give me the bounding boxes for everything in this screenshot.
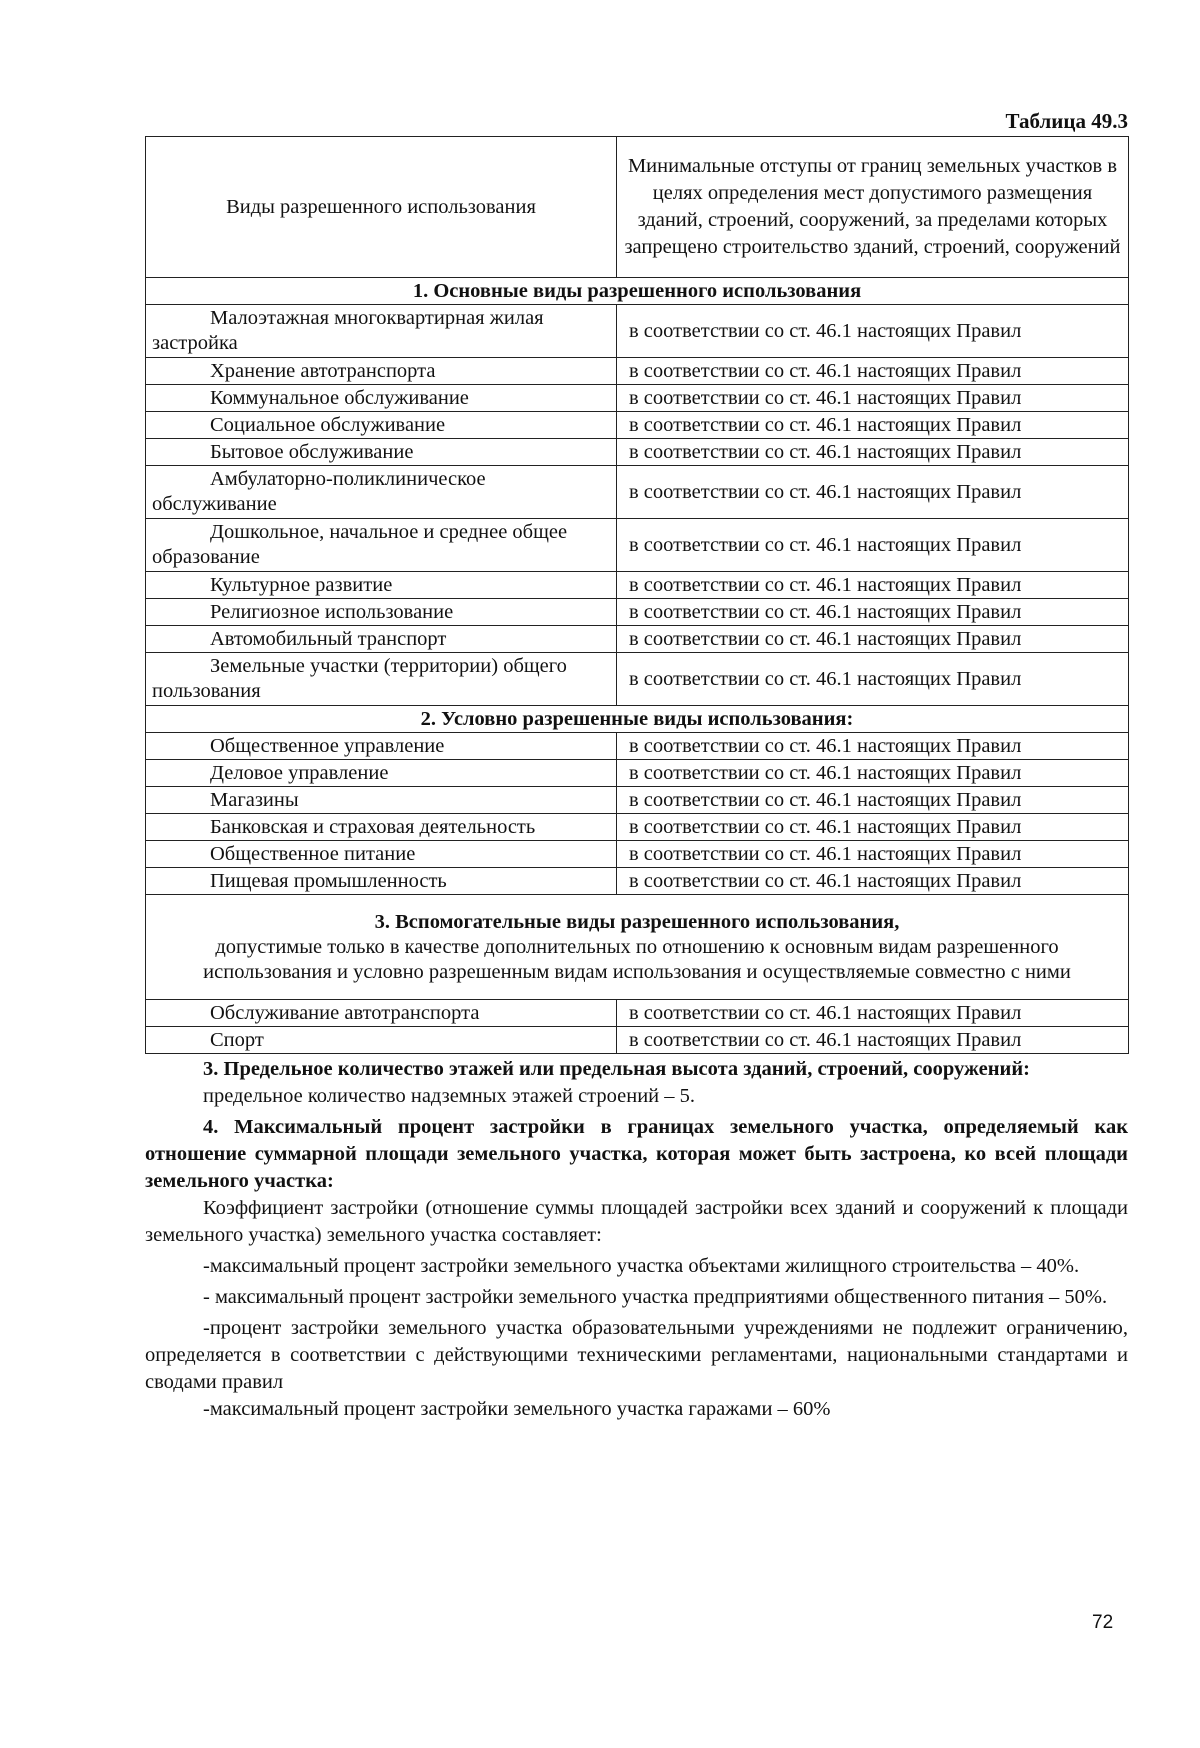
use-kind-cell: Общественное управление — [146, 733, 617, 760]
use-kind-cell: Культурное развитие — [146, 572, 617, 599]
setback-cell: в соответствии со ст. 46.1 настоящих Правил — [617, 841, 1129, 868]
use-kind-cell: Бытовое обслуживание — [146, 439, 617, 466]
section-1-row — [146, 278, 1129, 305]
paragraph-garages: -максимальный процент застройки земельного участка гаражами – 60% — [203, 1398, 831, 1420]
setback-cell: в соответствии со ст. 46.1 настоящих Правил — [617, 626, 1129, 653]
setback-cell: в соответствии со ст. 46.1 настоящих Правил — [617, 868, 1129, 895]
table-row — [146, 733, 1129, 760]
setback-cell: в соответствии со ст. 46.1 настоящих Правил — [617, 814, 1129, 841]
page-number: 72 — [1092, 1612, 1114, 1633]
setback-cell: в соответствии со ст. 46.1 настоящих Правил — [617, 599, 1129, 626]
use-kind-cell: Коммунальное обслуживание — [146, 385, 617, 412]
use-kind-cell: Малоэтажная многоквартирная жилая застройка — [146, 305, 617, 358]
table-row — [146, 760, 1129, 787]
heading-floors: 3. Предельное количество этажей или предельная высота зданий, строений, сооружений: — [203, 1058, 1030, 1080]
paragraph-coefficient: Коэффициент застройки (отношение суммы площадей застройки всех зданий и сооружений к площади земельного участка) земельного участка составляет: — [145, 1197, 1128, 1246]
table-row — [146, 599, 1129, 626]
setback-cell: в соответствии со ст. 46.1 настоящих Правил — [617, 1027, 1129, 1054]
setback-cell: в соответствии со ст. 46.1 настоящих Правил — [617, 519, 1129, 572]
body-text — [145, 1056, 1128, 1423]
use-kind-cell: Спорт — [146, 1027, 617, 1054]
table-title: Таблица 49.3 — [1005, 109, 1128, 133]
section-2-title: 2. Условно разрешенные виды использования: — [146, 706, 1129, 733]
section-1-title: 1. Основные виды разрешенного использования — [146, 278, 1129, 305]
setback-cell: в соответствии со ст. 46.1 настоящих Правил — [617, 787, 1129, 814]
table-header-row — [146, 137, 1129, 278]
setback-cell: в соответствии со ст. 46.1 настоящих Правил — [617, 760, 1129, 787]
setback-cell: в соответствии со ст. 46.1 настоящих Правил — [617, 1000, 1129, 1027]
header-col-kinds: Виды разрешенного использования — [146, 137, 617, 278]
use-kind-cell: Деловое управление — [146, 760, 617, 787]
paragraph-catering: - максимальный процент застройки земельного участка предприятиями общественного питания – 50%. — [203, 1286, 1108, 1308]
section-2-row — [146, 706, 1129, 733]
section-3-subtitle: допустимые только в качестве дополнительных по отношению к основным видам разрешенного использования и условно разрешенным видам использования и осуществляемые совместно с ними — [203, 935, 1071, 983]
table-row — [146, 841, 1129, 868]
table-row — [146, 814, 1129, 841]
table-row — [146, 305, 1129, 358]
table-row — [146, 385, 1129, 412]
use-kind-cell: Банковская и страховая деятельность — [146, 814, 617, 841]
table-row — [146, 519, 1129, 572]
table-row — [146, 1000, 1129, 1027]
use-kind-cell: Социальное обслуживание — [146, 412, 617, 439]
use-kind-cell: Земельные участки (территории) общего пользования — [146, 653, 617, 706]
section-3-title: 3. Вспомогательные виды разрешенного использования, — [374, 910, 900, 933]
heading-coverage: 4. Максимальный процент застройки в границах земельного участка, определяемый как отношение суммарной площади земельного участка, которая может быть застроена, ко всей площади земельного участка: — [145, 1116, 1128, 1192]
setback-cell: в соответствии со ст. 46.1 настоящих Правил — [617, 358, 1129, 385]
table-row — [146, 466, 1129, 519]
table-row — [146, 1027, 1129, 1054]
setback-cell: в соответствии со ст. 46.1 настоящих Правил — [617, 385, 1129, 412]
section-3-row — [146, 895, 1129, 1000]
setback-cell: в соответствии со ст. 46.1 настоящих Правил — [617, 412, 1129, 439]
use-kind-cell: Религиозное использование — [146, 599, 617, 626]
setback-cell: в соответствии со ст. 46.1 настоящих Правил — [617, 466, 1129, 519]
paragraph-floors: предельное количество надземных этажей строений – 5. — [203, 1085, 696, 1107]
use-kind-cell: Магазины — [146, 787, 617, 814]
use-kind-cell: Амбулаторно-поликлиническое обслуживание — [146, 466, 617, 519]
table-row — [146, 787, 1129, 814]
use-kind-cell: Дошкольное, начальное и среднее общее образование — [146, 519, 617, 572]
setback-cell: в соответствии со ст. 46.1 настоящих Правил — [617, 653, 1129, 706]
table-row — [146, 439, 1129, 466]
header-col-setbacks: Минимальные отступы от границ земельных участков в целях определения мест допустимого размещения зданий, строений, сооружений, за пределами которых запрещено строительство зданий, строений, сооружений — [617, 137, 1129, 278]
document-page — [145, 108, 1128, 1423]
table-row — [146, 626, 1129, 653]
table-row — [146, 868, 1129, 895]
table-row — [146, 572, 1129, 599]
table-row — [146, 653, 1129, 706]
use-kind-cell: Хранение автотранспорта — [146, 358, 617, 385]
paragraph-residential: -максимальный процент застройки земельного участка объектами жилищного строительства – 40%. — [203, 1255, 1080, 1277]
land-use-table — [145, 136, 1129, 1054]
use-kind-cell: Общественное питание — [146, 841, 617, 868]
section-3-cell — [146, 895, 1129, 1000]
use-kind-cell: Автомобильный транспорт — [146, 626, 617, 653]
use-kind-cell: Пищевая промышленность — [146, 868, 617, 895]
paragraph-education: -процент застройки земельного участка образовательными учреждениями не подлежит ограничению, определяется в соответствии с действующими техническими регламентами, национальными стандартами и сводами правил — [145, 1317, 1128, 1393]
use-kind-cell: Обслуживание автотранспорта — [146, 1000, 617, 1027]
table-row — [146, 412, 1129, 439]
setback-cell: в соответствии со ст. 46.1 настоящих Правил — [617, 572, 1129, 599]
setback-cell: в соответствии со ст. 46.1 настоящих Правил — [617, 733, 1129, 760]
setback-cell: в соответствии со ст. 46.1 настоящих Правил — [617, 305, 1129, 358]
setback-cell: в соответствии со ст. 46.1 настоящих Правил — [617, 439, 1129, 466]
table-row — [146, 358, 1129, 385]
